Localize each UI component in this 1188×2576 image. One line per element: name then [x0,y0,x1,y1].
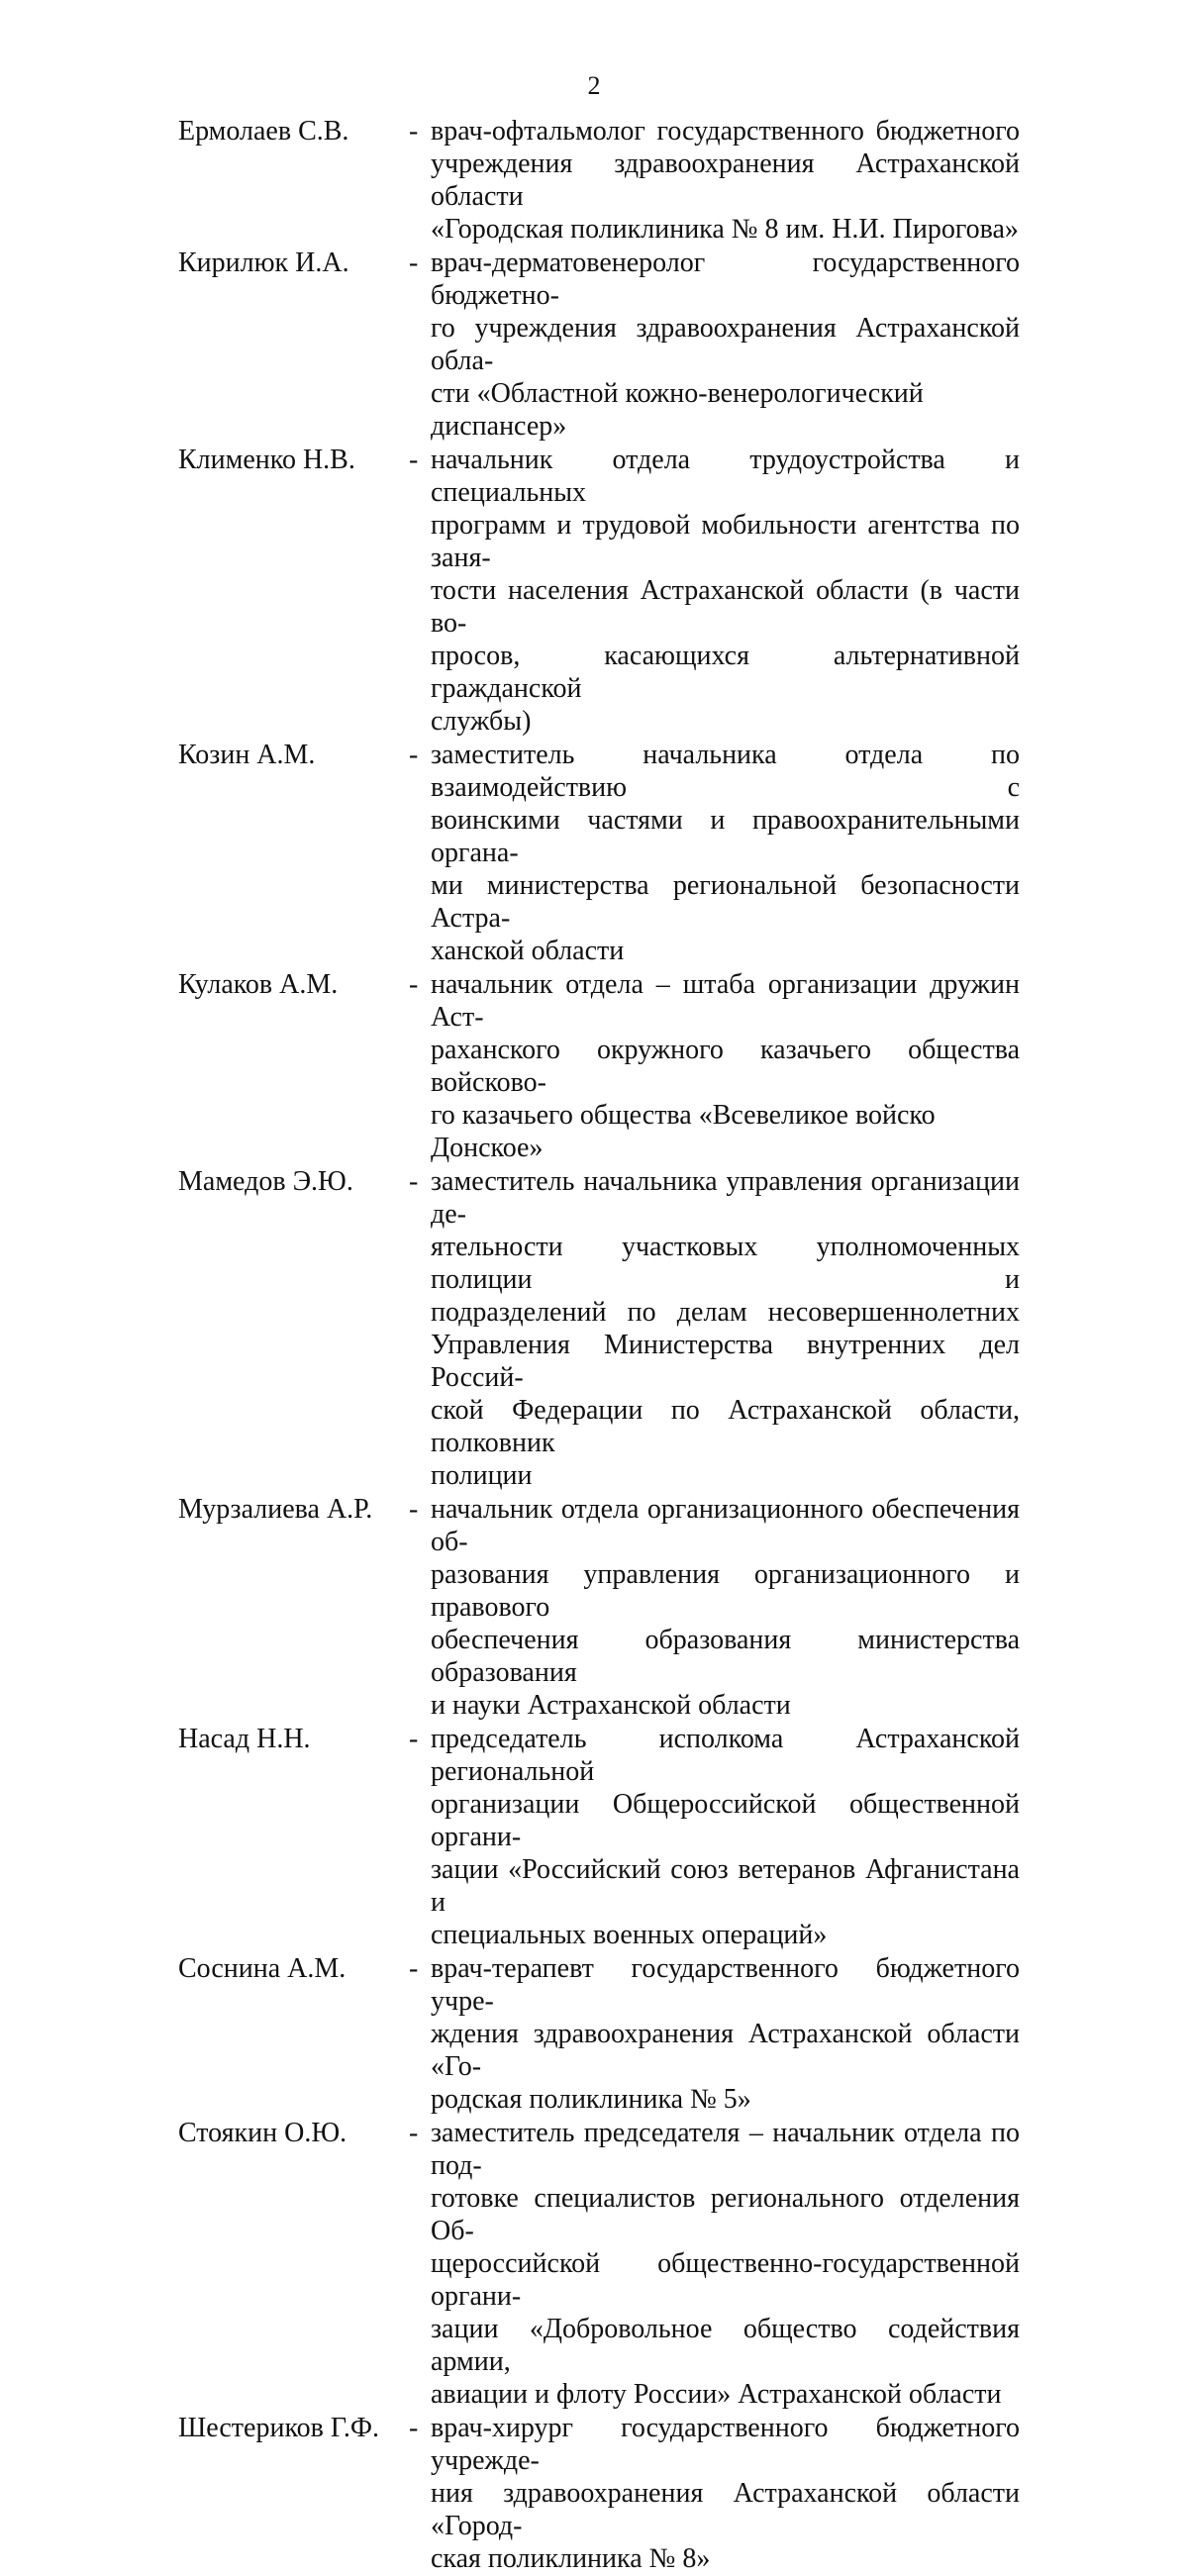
member-name: Насад Н.Н. [178,1724,311,1754]
member-description-line: врач-дерматовенеролог государственного бюджетно- [431,248,1020,311]
member-description-line: председатель исполкома Астраханской региональной [431,1724,1020,1787]
member-name: Кирилюк И.А. [178,248,349,278]
member-description-line: ской Федерации по Астраханской области, полковник [431,1395,1020,1458]
member-description-line: полиции [431,1460,533,1491]
member-name: Ермолаев С.В. [178,116,349,147]
member-description-line: ми министерства региональной безопасности Астра- [431,870,1020,934]
member-description-line: заместитель председателя – начальник отдела по под- [431,2118,1020,2181]
member-dash: - [409,2413,419,2443]
member-entry [178,1493,1020,1722]
member-dash: - [409,1953,419,1984]
member-dash: - [409,1166,419,1197]
member-entry [178,1723,1020,1951]
member-description-line: и науки Астраханской области [431,1690,791,1721]
member-description-line: родская поликлиника № 5» [431,2084,751,2115]
member-description [431,739,1020,967]
member-description-line: ская поликлиника № 8» [431,2543,711,2574]
member-entry [178,739,1020,967]
member-dash: - [409,1724,419,1754]
member-description-line: «Городская поликлиника № 8 им. Н.И. Пирогова» [431,214,1019,245]
member-description [431,115,1020,246]
member-name: Кулаков А.М. [178,969,339,1000]
member-entry [178,968,1020,1164]
member-description-line: ния здравоохранения Астраханской области «Город- [431,2478,1020,2541]
member-description [431,2412,1020,2575]
member-dash: - [409,740,419,770]
member-description-line: Управления Министерства внутренних дел Россий- [431,1330,1020,1393]
member-description-line: воинскими частями и правоохранительными органа- [431,805,1020,868]
member-entry [178,247,1020,443]
member-entry [178,1165,1020,1492]
member-name: Соснина А.М. [178,1953,346,1984]
member-entry [178,1952,1020,2116]
member-description-line: щероссийской общественно-государственной органи- [431,2248,1020,2312]
page-number: 2 [587,71,601,100]
member-description-line: го казачьего общества «Всевеликое войско Донское» [431,1100,936,1163]
member-description [431,1952,1020,2116]
member-description [431,1493,1020,1722]
member-description-line: врач-терапевт государственного бюджетного учре- [431,1953,1020,2017]
member-name: Клименко Н.В. [178,445,355,475]
member-entry [178,444,1020,738]
member-description [431,444,1020,738]
member-description-line: заместитель начальника отдела по взаимодействию с [431,740,1020,803]
member-dash: - [409,969,419,1000]
member-entry [178,2412,1020,2575]
member-description-line: программ и трудовой мобильности агентства по заня- [431,510,1020,573]
member-dash: - [409,1494,419,1525]
member-name: Шестериков Г.Ф. [178,2413,379,2443]
member-description [431,1723,1020,1951]
member-description-line: подразделений по делам несовершеннолетних [431,1297,1020,1328]
member-description-line: врач-офтальмолог государственного бюджетного [431,116,1020,147]
member-dash: - [409,116,419,147]
member-name: Стоякин О.Ю. [178,2118,347,2148]
member-description-line: раханского окружного казачьего общества войсково- [431,1035,1020,1098]
member-description-line: тости населения Астраханской области (в части во- [431,575,1020,639]
member-description-line: сти «Областной кожно-венерологический диспансер» [431,378,924,442]
member-description-line: авиации и флоту России» Астраханской области [431,2379,1002,2410]
member-dash: - [409,2118,419,2148]
member-description [431,247,1020,443]
member-description-line: ждения здравоохранения Астраханской области «Го- [431,2019,1020,2082]
member-description-line: зации «Добровольное общество содействия армии, [431,2314,1020,2377]
member-description-line: ханской области [431,936,625,966]
member-description-line: организации Общероссийской общественной органи- [431,1789,1020,1852]
member-description [431,1165,1020,1492]
member-description [431,968,1020,1164]
member-description-line: начальник отдела трудоустройства и специальных [431,445,1020,508]
member-description-line: просов, касающихся альтернативной гражданской [431,641,1020,704]
member-description-line: начальник отдела организационного обеспечения об- [431,1494,1020,1557]
member-list [178,115,1020,2576]
member-description-line: обеспечения образования министерства образования [431,1625,1020,1688]
member-description-line: го учреждения здравоохранения Астраханской обла- [431,313,1020,376]
member-description-line: службы) [431,706,532,737]
member-dash: - [409,248,419,278]
member-dash: - [409,445,419,475]
member-description-line: начальник отдела – штаба организации дружин Аст- [431,969,1020,1033]
member-description-line: разования управления организационного и правового [431,1559,1020,1623]
member-description-line: заместитель начальника управления организации де- [431,1166,1020,1230]
member-name: Мурзалиева А.Р. [178,1494,373,1525]
member-name: Мамедов Э.Ю. [178,1166,353,1197]
member-description-line: ятельности участковых уполномоченных полиции и [431,1232,1020,1295]
member-description-line: специальных военных операций» [431,1920,828,1950]
member-entry [178,115,1020,246]
member-description-line: готовке специалистов регионального отделения Об- [431,2183,1020,2246]
member-description-line: врач-хирург государственного бюджетного учрежде- [431,2413,1020,2476]
member-entry [178,2117,1020,2411]
member-description-line: учреждения здравоохранения Астраханской области [431,149,1020,212]
member-description [431,2117,1020,2411]
member-name: Козин А.М. [178,740,316,770]
member-description-line: зации «Российский союз ветеранов Афганистана и [431,1854,1020,1918]
